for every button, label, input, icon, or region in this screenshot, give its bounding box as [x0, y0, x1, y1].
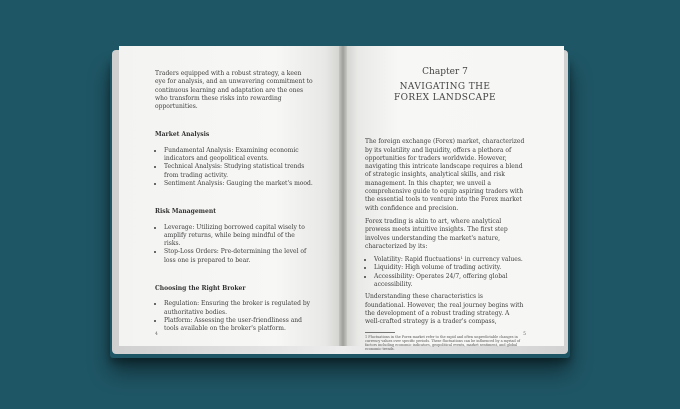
list-item: • Technical Analysis: Studying statistical trends from trading activity. — [164, 163, 313, 180]
list-item: • Volatility: Rapid fluctuations¹ in currency values. — [374, 256, 525, 264]
right-page-content — [365, 68, 525, 351]
left-page-number: 4 — [155, 332, 158, 337]
intro-paragraph: Traders equipped with a robust strategy, a keen eye for analysis, and an unwavering commitment to continuous learning and adaptation are the ones who transform these risks into rewarding opportunities. — [155, 70, 313, 111]
body-paragraph-1: The foreign exchange (Forex) market, characterized by its volatility and liquidity, offers a plethora of opportunities for traders worldwide. However, navigating this intricate landscape requires a blend of strategic insights, analytical skills, and risk management. In this chapter, we unveil a comprehensive guide to equip aspiring traders with the essential tools to venture into the Forex market with confidence and precision. — [365, 138, 525, 212]
footnote: 1 Fluctuations in the Forex market refer to the rapid and often unpredictable changes in currency values over specific periods. These fluctuations can be influenced by a myriad of factors including economic indicators, geopolitical events, market sentiment, and global economic trends. — [365, 334, 521, 352]
chapter-title — [365, 82, 525, 104]
chapter-title-line-1: NAVIGATING THE — [399, 82, 491, 93]
list-item: • Fundamental Analysis: Examining economic indicators and geopolitical events. — [164, 147, 313, 164]
footnote-divider — [365, 332, 395, 333]
left-page-content — [155, 70, 313, 338]
chapter-title-line-2: FOREX LANDSCAPE — [394, 93, 496, 104]
list-item: • Accessibility: Operates 24/7, offering global accessibility. — [374, 273, 525, 290]
body-paragraph-3: Understanding these characteristics is foundational. However, the real journey begins with the development of a robust trading strategy. A well-crafted strategy is a trader's compass, — [365, 293, 524, 326]
right-page — [343, 46, 564, 352]
market-analysis-list — [155, 147, 313, 188]
list-item: • Sentiment Analysis: Gauging the market's mood. — [164, 180, 313, 188]
section-heading-market-analysis: Market Analysis — [155, 131, 210, 139]
body-paragraph-2: Forex trading is akin to art, where analytical prowess meets intuitive insights. The first step involves understanding the market's nature, characterized by its: — [365, 217, 508, 250]
list-item: • Platform: Assessing the user-friendliness and tools available on the broker's platform. — [164, 317, 313, 334]
risk-management-list — [155, 224, 313, 265]
book-spine-gutter — [339, 46, 347, 346]
list-item: • Leverage: Utilizing borrowed capital wisely to amplify returns, while being mindful of the risks. — [164, 224, 313, 249]
choosing-broker-list — [155, 300, 313, 333]
section-heading-risk-management: Risk Management — [155, 208, 216, 216]
left-page — [119, 46, 343, 346]
list-item: • Regulation: Ensuring the broker is regulated by authoritative bodies. — [164, 300, 313, 317]
list-item: • Stop-Loss Orders: Pre-determining the level of loss one is prepared to bear. — [164, 248, 313, 265]
chapter-number: Chapter 7 — [422, 67, 468, 77]
section-heading-choosing-broker: Choosing the Right Broker — [155, 285, 246, 293]
list-item: • Liquidity: High volume of trading activity. — [374, 264, 525, 272]
market-nature-list — [365, 256, 525, 289]
right-page-number: 5 — [523, 332, 526, 337]
